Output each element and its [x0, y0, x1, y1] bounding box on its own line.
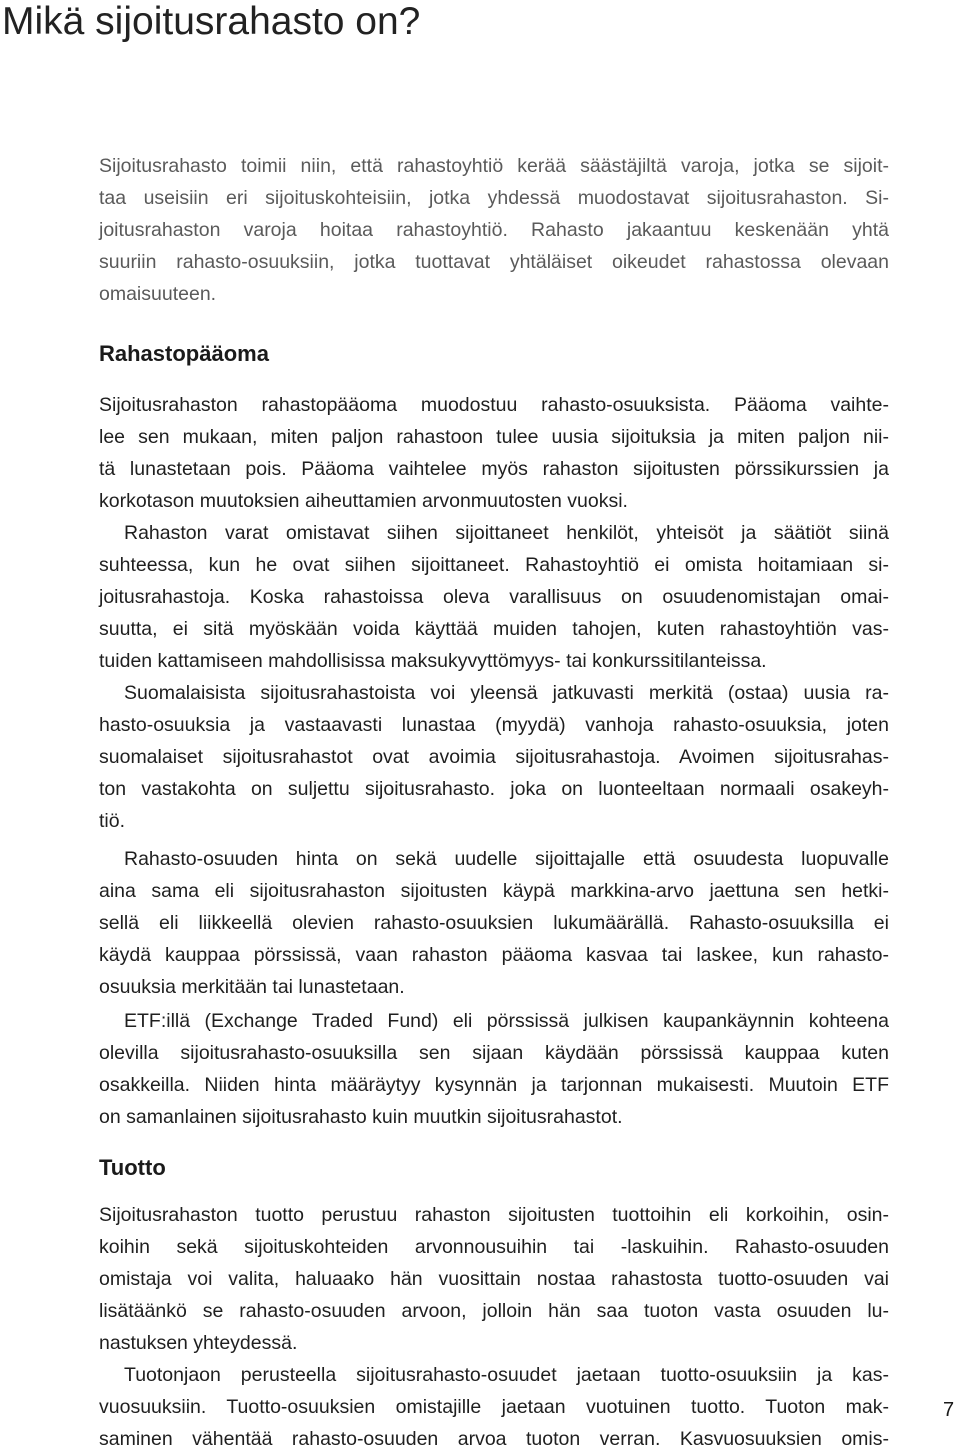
- body-line: tuiden kattamiseen mahdollisissa maksukyvyttömyys- tai konkurssitilanteissa.: [99, 650, 767, 672]
- body-line: olevilla sijoitusrahasto-osuuksilla sen sijaan käydään pörssissä kauppaa kuten: [99, 1042, 889, 1064]
- section-heading-tuotto: Tuotto: [99, 1155, 166, 1180]
- body-line: saminen vähentää rahasto-osuuden arvoa tuoton verran. Kasvuosuuksien omis-: [99, 1428, 889, 1450]
- section-heading-rahastopaaoma: Rahastopääoma: [99, 341, 269, 366]
- body-line: lisätäänkö se rahasto-osuuden arvoon, jolloin hän saa tuoton vasta osuuden lu-: [99, 1300, 889, 1322]
- intro-line: Sijoitusrahasto toimii niin, että rahastoyhtiö kerää säästäjiltä varoja, jotka se sijoit-: [99, 155, 889, 177]
- body-line: nastuksen yhteydessä.: [99, 1332, 298, 1354]
- intro-line: taa useisiin eri sijoituskohteisiin, jotka yhdessä muodostavat sijoitusrahaston. Si-: [99, 187, 889, 209]
- body-line: osakkeilla. Niiden hinta määräytyy kysynnän ja tarjonnan mukaisesti. Muutoin ETF: [99, 1074, 889, 1096]
- intro-line: joitusrahaston varoja hoitaa rahastoyhtiö. Rahasto jakaantuu keskenään yhtä: [99, 219, 889, 241]
- body-line: omistaja voi valita, haluaako hän vuosittain nostaa rahastosta tuotto-osuuden vai: [99, 1268, 889, 1290]
- body-line: tiö.: [99, 810, 126, 832]
- body-line: on samanlainen sijoitusrahasto kuin muutkin sijoitusrahastot.: [99, 1106, 623, 1128]
- body-line: Suomalaisista sijoitusrahastoista voi yleensä jatkuvasti merkitä (ostaa) uusia ra-: [124, 682, 889, 704]
- intro-line: omaisuuteen.: [99, 283, 217, 305]
- body-line: hasto-osuuksia ja vastaavasti lunastaa (myydä) vanhoja rahasto-osuuksia, joten: [99, 714, 889, 736]
- body-line: osuuksia merkitään tai lunastetaan.: [99, 976, 405, 998]
- body-line: aina sama eli sijoitusrahaston sijoitusten käypä markkina-arvo jaettuna sen hetki-: [99, 880, 889, 902]
- body-line: Rahaston varat omistavat siihen sijoittaneet henkilöt, yhteisöt ja säätiöt siinä: [124, 522, 889, 544]
- body-line: joitusrahastoja. Koska rahastoissa oleva varallisuus on osuudenomistajan omai-: [99, 586, 889, 608]
- intro-line: suuriin rahasto-osuuksiin, jotka tuottavat yhtäläiset oikeudet rahastossa olevaan: [99, 251, 889, 273]
- page-title: Mikä sijoitusrahasto on?: [2, 0, 421, 43]
- body-line: tä lunastetaan pois. Pääoma vaihtelee myös rahaston sijoitusten pörssikurssien ja: [99, 458, 889, 480]
- body-line: sellä eli liikkeellä olevien rahasto-osuuksien lukumäärällä. Rahasto-osuuksilla ei: [99, 912, 889, 934]
- body-line: Sijoitusrahaston tuotto perustuu rahaston sijoitusten tuottoihin eli korkoihin, osin-: [99, 1204, 889, 1226]
- body-line: suutta, ei sitä myöskään voida käyttää muiden tahojen, kuten rahastoyhtiön vas-: [99, 618, 889, 640]
- body-line: suhteessa, kun he ovat siihen sijoittaneet. Rahastoyhtiö ei omista hoitamiaan si-: [99, 554, 889, 576]
- body-line: ton vastakohta on suljettu sijoitusrahasto. joka on luonteeltaan normaali osakeyh-: [99, 778, 889, 800]
- body-line: käydä kauppaa pörssissä, vaan rahaston pääoma kasvaa tai laskee, kun rahasto-: [99, 944, 889, 966]
- body-line: koihin sekä sijoituskohteiden arvonnousuihin tai -laskuihin. Rahasto-osuuden: [99, 1236, 889, 1258]
- body-line: Rahasto-osuuden hinta on sekä uudelle sijoittajalle että osuudesta luopuvalle: [124, 848, 889, 870]
- body-line: vuosuuksiin. Tuotto-osuuksien omistajille jaetaan vuotuinen tuotto. Tuoton mak-: [99, 1396, 889, 1418]
- body-line: lee sen mukaan, miten paljon rahastoon tulee uusia sijoituksia ja miten paljon nii-: [99, 426, 889, 448]
- page-number: 7: [943, 1399, 955, 1421]
- body-line: ETF:illä (Exchange Traded Fund) eli pörssissä julkisen kaupankäynnin kohteena: [124, 1010, 889, 1032]
- body-line: Sijoitusrahaston rahastopääoma muodostuu rahasto-osuuksista. Pääoma vaihte-: [99, 394, 889, 416]
- body-line: Tuotonjaon perusteella sijoitusrahasto-osuudet jaetaan tuotto-osuuksiin ja kas-: [124, 1364, 889, 1386]
- body-line: korkotason muutoksien aiheuttamien arvonmuutosten vuoksi.: [99, 490, 628, 512]
- body-line: suomalaiset sijoitusrahastot ovat avoimia sijoitusrahastoja. Avoimen sijoitusrahas-: [99, 746, 889, 768]
